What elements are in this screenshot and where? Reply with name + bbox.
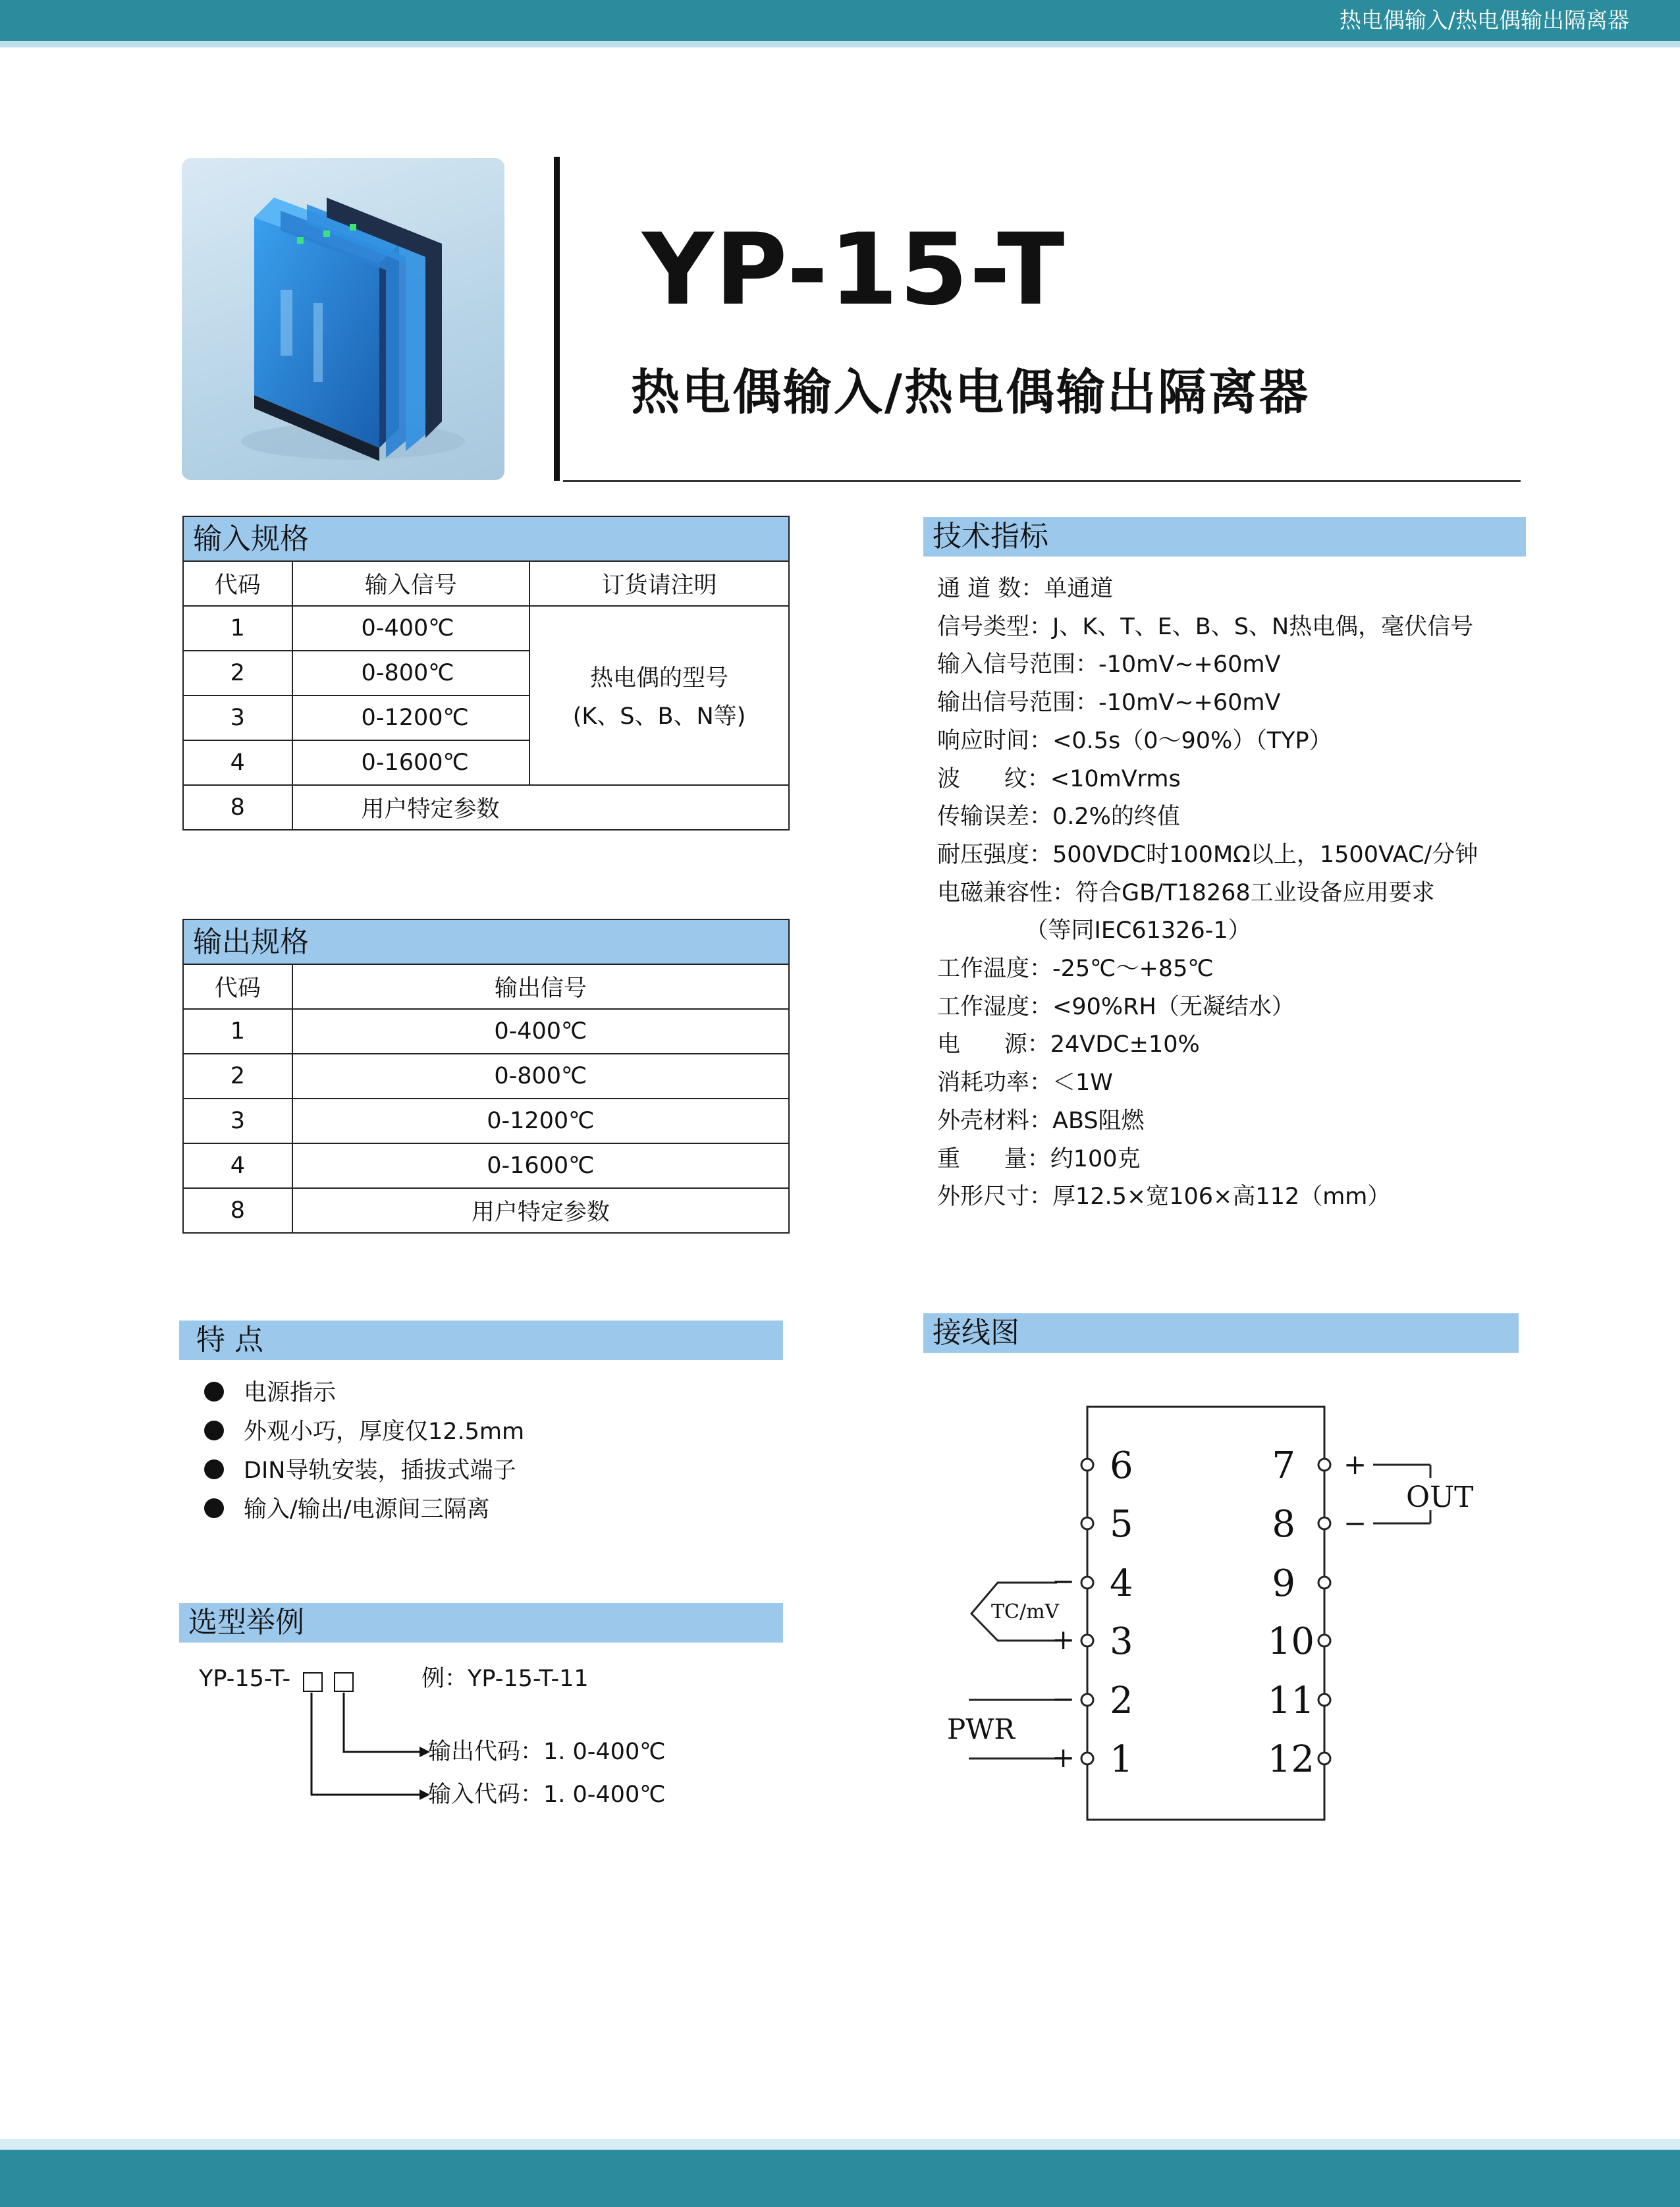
terminal-1 [1081,1753,1093,1764]
terminal-7 [1318,1459,1330,1471]
column-header: 输出信号 [292,964,789,1009]
tech-spec-line: 重 量：约100克 [937,1145,1141,1172]
tech-spec-line: 电磁兼容性：符合GB/T18268工业设备应用要求 [937,879,1435,906]
pin-label-12: 12 [1267,1738,1314,1781]
table-row [183,1099,789,1143]
code-cell: 2 [183,1054,292,1099]
tc-label: TC/mV [991,1600,1060,1623]
output-spec-heading: 输出规格 [182,919,790,964]
pin-label-1: 1 [1110,1738,1133,1781]
out-label: OUT [1406,1481,1474,1514]
code-cell: 3 [183,1099,292,1143]
tech-spec-line: 电 源：24VDC±10% [937,1031,1200,1058]
code-cell: 1 [183,1009,292,1054]
signal-cell: 用户特定参数 [292,785,789,830]
terminal-6 [1081,1459,1093,1471]
column-header: 代码 [183,964,292,1009]
table-header-row [183,964,789,1009]
bottom-banner [0,2150,1680,2207]
input-spec-table [182,560,790,831]
list-item: 输入/输出/电源间三隔离 [204,1490,524,1529]
signal-cell: 0-1200℃ [292,695,530,740]
tech-spec-line: 输入信号范围：-10mV~+60mV [937,651,1281,678]
pin-label-5: 5 [1110,1503,1133,1546]
out-minus-sign: − [1343,1507,1367,1539]
signal-cell: 0-800℃ [292,1054,789,1099]
code-cell: 3 [183,695,292,740]
tech-spec-line: 工作湿度：<90%RH（无凝结水） [937,993,1295,1020]
pin-label-11: 11 [1267,1679,1314,1722]
pin-label-2: 2 [1110,1679,1133,1722]
features-heading: 特 点 [179,1321,783,1360]
selection-arrows [300,1691,431,1803]
terminal-9 [1318,1577,1330,1589]
out-plus-sign: + [1343,1448,1367,1481]
tech-spec-line: 传输误差：0.2%的终值 [937,804,1180,831]
output-code-box [334,1672,354,1692]
bullet-icon [204,1382,224,1402]
pin-label-3: 3 [1110,1620,1133,1663]
input-spec-heading: 输入规格 [182,516,790,560]
output-spec-table [182,964,790,1234]
tech-spec-line: 波 纹：<10mVrms [937,765,1181,792]
signal-cell: 0-1600℃ [292,740,530,785]
terminal-8 [1318,1517,1330,1529]
terminal-12 [1318,1753,1330,1764]
column-header: 代码 [183,561,292,606]
code-cell: 4 [183,1143,292,1188]
tech-spec-line: 工作温度：-25℃～+85℃ [937,956,1214,983]
pin-label-10: 10 [1267,1620,1314,1663]
pin-label-4: 4 [1110,1562,1133,1605]
tech-spec-heading: 技术指标 [923,517,1526,557]
terminal-4 [1081,1577,1093,1589]
terminal-2 [1081,1694,1093,1706]
signal-cell: 0-1200℃ [292,1099,789,1143]
product-subtitle: 热电偶输入/热电偶输出隔离器 [631,364,1311,421]
title-divider-vertical [554,157,560,481]
table-row [183,1009,789,1054]
tech-spec-line: 信号类型：J、K、T、E、B、S、N热电偶，毫伏信号 [937,613,1474,640]
bullet-icon [204,1421,224,1440]
code-cell: 1 [183,606,292,651]
pwr-plus-sign: + [1052,1741,1075,1774]
selection-example: 例：YP-15-T-11 [421,1666,589,1692]
bottom-banner-accent [0,2139,1680,2150]
list-item: 外观小巧，厚度仅12.5mm [204,1413,524,1452]
code-cell: 8 [183,785,292,830]
list-item: 电源指示 [204,1374,524,1413]
column-header: 订货请注明 [529,561,789,606]
output-code-note: 输出代码：1. 0-400℃ [428,1739,666,1765]
terminal-3 [1081,1635,1093,1647]
bullet-icon [204,1459,224,1479]
order-note-cell [529,606,789,785]
features-list [204,1374,524,1529]
code-cell: 4 [183,740,292,785]
terminal-10 [1318,1635,1330,1647]
tech-spec-line: 通 道 数：单通道 [937,576,1114,602]
tech-spec-line: 消耗功率：＜1W [937,1070,1113,1097]
bullet-icon [204,1498,224,1518]
header-title: 热电偶输入/热电偶输出隔离器 [1339,7,1629,33]
tech-spec-line: 输出信号范围：-10mV~+60mV [937,690,1281,717]
terminal-5 [1081,1517,1093,1529]
tech-spec-line: 外壳材料：ABS阻燃 [937,1107,1145,1134]
tech-spec-line: （等同IEC61326-1） [937,917,1251,944]
pin-label-6: 6 [1110,1444,1133,1487]
selection-model-prefix: YP-15-T- [199,1666,291,1692]
table-row [183,1054,789,1099]
input-code-note: 输入代码：1. 0-400℃ [428,1782,666,1808]
tech-spec-list [937,570,1478,1216]
order-note-line1: 热电偶的型号 [590,665,729,692]
table-row [183,785,789,830]
table-row [183,606,789,651]
code-cell: 2 [183,651,292,695]
tech-spec-line: 耐压强度：500VDC时100MΩ以上，1500VAC/分钟 [937,841,1478,868]
table-row [183,1188,789,1233]
tech-spec-line: 响应时间：<0.5s（0～90%）（TYP） [937,727,1332,754]
signal-cell: 0-1600℃ [292,1143,789,1188]
column-header: 输入信号 [292,561,530,606]
tech-spec-line: 外形尺寸：厚12.5×宽106×高112（mm） [937,1184,1391,1211]
order-note-line2: (K、S、B、N等) [572,703,746,730]
list-item: DIN导轨安装，插拔式端子 [204,1452,524,1490]
wiring-heading: 接线图 [923,1313,1519,1353]
signal-cell: 0-800℃ [292,651,530,695]
pwr-label: PWR [947,1713,1016,1745]
signal-cell: 用户特定参数 [292,1188,789,1233]
top-banner-accent [0,41,1680,47]
selection-heading: 选型举例 [179,1603,783,1643]
tc-plus-sign: + [1052,1623,1075,1656]
wiring-diagram [922,1390,1475,1838]
product-image [182,158,504,480]
input-code-box [303,1672,323,1692]
pin-label-7: 7 [1272,1444,1295,1487]
code-cell: 8 [183,1188,292,1233]
pwr-minus-sign: − [1052,1683,1075,1715]
title-divider-horizontal [563,480,1521,482]
pin-label-8: 8 [1272,1503,1295,1546]
model-number: YP-15-T [642,213,1066,327]
table-row [183,1143,789,1188]
pin-label-9: 9 [1272,1562,1295,1605]
signal-cell: 0-400℃ [292,1009,789,1054]
signal-cell: 0-400℃ [292,606,530,651]
tc-minus-sign: − [1052,1565,1075,1597]
terminal-11 [1318,1694,1330,1706]
table-header-row [183,561,789,606]
